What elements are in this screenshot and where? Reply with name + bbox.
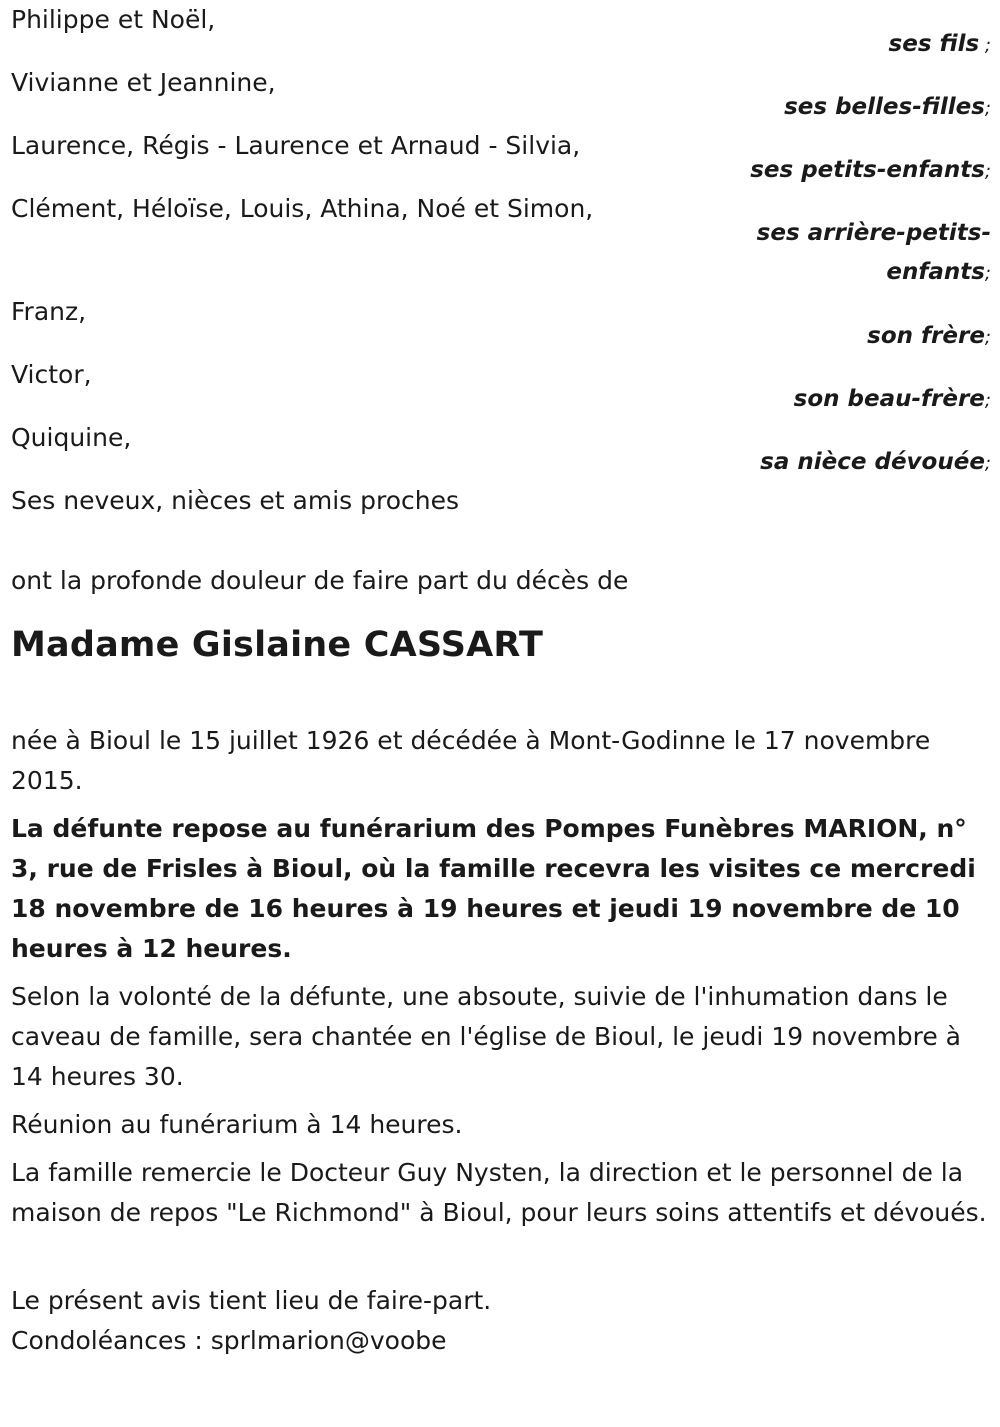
family-role-text: sa nièce dévouée — [760, 449, 985, 475]
family-names: Franz, — [11, 297, 87, 326]
family-row-brother-in-law — [11, 355, 991, 418]
role-separator: ; — [984, 98, 991, 119]
reunion-paragraph: Réunion au funérarium à 14 heures. — [11, 1110, 463, 1139]
family-row-sons — [11, 0, 991, 63]
family-list — [11, 0, 991, 481]
role-separator: ; — [979, 35, 991, 56]
family-row-great-grandchildren — [11, 189, 991, 292]
birth-death-paragraph: née à Bioul le 15 juillet 1926 et décédée à Mont-Godinne le 17 novembre 2015. — [11, 726, 931, 795]
family-role-text: son beau-frère — [793, 386, 985, 412]
obituary-notice — [11, 0, 991, 1361]
role-separator: ; — [984, 161, 991, 182]
faire-part-notice: Le présent avis tient lieu de faire-part. — [11, 1286, 492, 1315]
entourage-line: Ses neveux, nièces et amis proches — [11, 486, 460, 515]
family-role-text: ses petits-enfants — [750, 157, 985, 183]
family-role-text: ses belles-filles — [784, 94, 985, 120]
role-separator: ; — [984, 390, 991, 411]
thanks-paragraph: La famille remercie le Docteur Guy Nysten, la direction et le personnel de la maison de repos "Le Richmond" à Bioul, pour leurs soins attentifs et dévoués. — [11, 1158, 987, 1227]
family-names: Victor, — [11, 360, 92, 389]
family-role-text-line2: enfants — [886, 259, 985, 285]
family-names: Vivianne et Jeannine, — [11, 68, 276, 97]
family-role — [11, 380, 991, 420]
role-separator: ; — [984, 263, 991, 284]
family-row-niece — [11, 418, 991, 481]
role-separator: ; — [984, 327, 991, 348]
family-role-text-line1: ses arrière-petits- — [756, 220, 991, 246]
ceremony-paragraph: Selon la volonté de la défunte, une absoute, suivie de l'inhumation dans le caveau de famille, sera chantée en l'église de Bioul, le jeudi 19 novembre à 14 heures 30. — [11, 982, 961, 1091]
family-role-text: ses fils — [888, 31, 980, 57]
family-role — [11, 317, 991, 357]
family-role — [11, 443, 991, 483]
family-role-text: son frère — [867, 323, 985, 349]
announcement-intro: ont la profonde douleur de faire part du décès de — [11, 566, 629, 595]
spacer — [11, 1241, 991, 1281]
condolences-line: Condoléances : sprlmarion@voobe — [11, 1326, 447, 1355]
family-names: Clément, Héloïse, Louis, Athina, Noé et Simon, — [11, 194, 594, 223]
role-separator: ; — [984, 453, 991, 474]
deceased-name: Madame Gislaine CASSART — [11, 625, 544, 665]
visitation-paragraph: La défunte repose au funérarium des Pompes Funèbres MARION, n° 3, rue de Frisles à Bioul, où la famille recevra les visites ce mercredi 18 novembre de 16 heures à 19 heures et jeudi 19 novembre de 10 heures à 12 heures. — [11, 814, 976, 963]
family-row-grandchildren — [11, 126, 991, 189]
family-row-daughters-in-law — [11, 63, 991, 126]
family-names: Quiquine, — [11, 423, 132, 452]
family-names: Philippe et Noël, — [11, 5, 216, 34]
family-names: Laurence, Régis - Laurence et Arnaud - Silvia, — [11, 131, 581, 160]
family-row-brother — [11, 292, 991, 355]
